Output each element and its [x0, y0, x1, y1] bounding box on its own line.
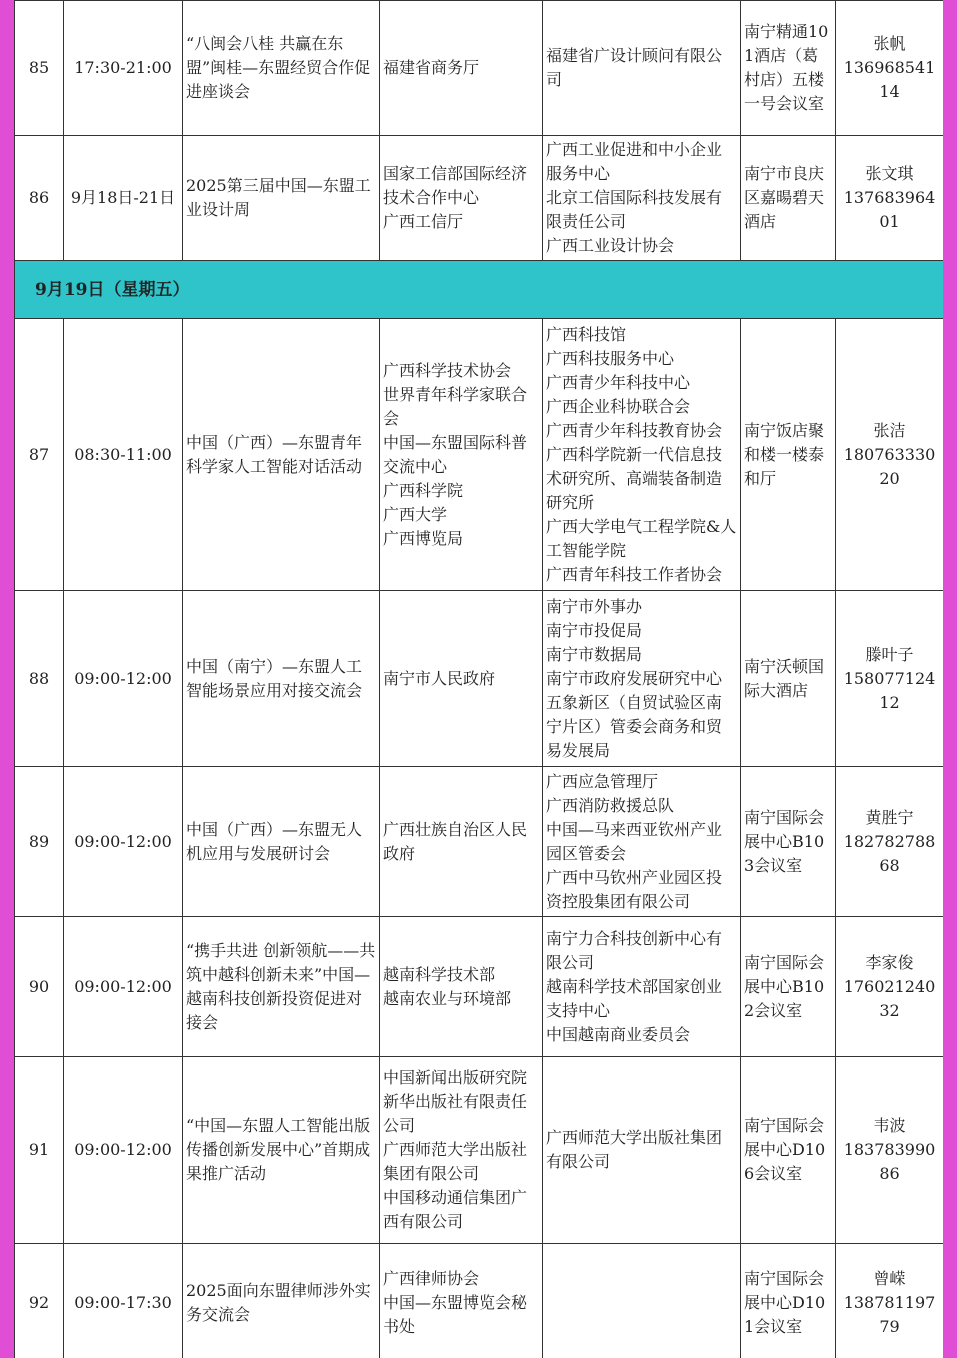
organizers-cell	[380, 136, 543, 261]
rows-before-day-header	[15, 1, 944, 261]
organizer: 广西博览局	[383, 528, 464, 548]
co-organizer: 南宁力合科技创新中心有限公司	[546, 928, 723, 972]
event-number: 88	[15, 591, 64, 767]
event-venue: 南宁饭店聚和楼一楼泰和厅	[741, 319, 836, 591]
co-organizer: 广西工业设计协会	[546, 236, 675, 255]
organizer: 广西大学	[383, 504, 448, 524]
co-organizers-cell	[543, 136, 741, 261]
organizers-cell	[380, 1244, 543, 1358]
event-time: 09:00-17:30	[64, 1244, 183, 1358]
event-name: “携手共进 创新领航——共筑中越科创新未来”中国—越南科技创新投资促进对接会	[183, 917, 380, 1057]
table-row	[15, 1057, 944, 1244]
co-organizer: 广西青少年科技教育协会	[546, 420, 723, 440]
event-number: 85	[15, 1, 64, 136]
organizer: 越南科学技术部	[383, 964, 496, 984]
event-venue: 南宁精通101酒店（葛村店）五楼一号会议室	[741, 1, 836, 136]
contact-cell	[836, 1, 944, 136]
co-organizer: 中国越南商业委员会	[546, 1024, 691, 1044]
organizer: 中国移动通信集团广西有限公司	[383, 1188, 528, 1231]
co-organizer: 广西科技服务中心	[546, 348, 675, 368]
organizers-cell	[380, 591, 543, 767]
co-organizer: 南宁市外事办	[546, 596, 643, 616]
contact-phone: 13768396401	[843, 188, 936, 231]
co-organizer: 广西消防救援总队	[546, 795, 675, 815]
event-venue: 南宁沃顿国际大酒店	[741, 591, 836, 767]
event-name: 2025第三届中国—东盟工业设计周	[183, 136, 380, 261]
contact-name: 张帆	[873, 34, 906, 53]
organizer: 广西工信厅	[383, 212, 464, 231]
co-organizer: 五象新区（自贸试验区南宁片区）管委会商务和贸易发展局	[546, 692, 723, 760]
contact-name: 张文琪	[865, 164, 914, 183]
day-header-row	[15, 261, 944, 319]
day-header: 9月19日（星期五）	[15, 261, 944, 319]
event-venue: 南宁国际会展中心B102会议室	[741, 917, 836, 1057]
co-organizer: 广西师范大学出版社集团有限公司	[546, 1128, 723, 1171]
co-organizers-cell	[543, 319, 741, 591]
event-time: 9月18日-21日	[64, 136, 183, 261]
organizers-cell	[380, 917, 543, 1057]
organizers-cell	[380, 1, 543, 136]
table-row	[15, 1244, 944, 1358]
co-organizer: 广西科技馆	[546, 324, 627, 344]
table-row	[15, 1, 944, 136]
event-venue: 南宁国际会展中心B103会议室	[741, 767, 836, 917]
event-name: 中国（广西）—东盟青年科学家人工智能对话活动	[183, 319, 380, 591]
event-time: 08:30-11:00	[64, 319, 183, 591]
table-row	[15, 767, 944, 917]
table-row	[15, 917, 944, 1057]
contact-name: 曾嵘	[873, 1268, 906, 1288]
co-organizers-cell	[543, 591, 741, 767]
contact-phone: 15807712412	[843, 668, 936, 712]
contact-cell	[836, 1057, 944, 1244]
co-organizer: 广西工业促进和中小企业服务中心	[546, 140, 723, 183]
organizer: 新华出版社有限责任公司	[383, 1092, 528, 1135]
organizer: 福建省商务厅	[383, 58, 480, 77]
contact-cell	[836, 1244, 944, 1358]
co-organizer: 广西科学院新一代信息技术研究所、高端装备制造研究所	[546, 444, 723, 512]
co-organizer: 广西青年科技工作者协会	[546, 564, 723, 584]
organizer: 世界青年科学家联合会	[383, 384, 528, 428]
event-time: 09:00-12:00	[64, 1057, 183, 1244]
event-time: 17:30-21:00	[64, 1, 183, 136]
event-time: 09:00-12:00	[64, 767, 183, 917]
co-organizer: 南宁市政府发展研究中心	[546, 668, 723, 688]
event-time: 09:00-12:00	[64, 591, 183, 767]
contact-name: 滕叶子	[865, 644, 914, 664]
co-organizers-cell	[543, 1057, 741, 1244]
organizers-cell	[380, 319, 543, 591]
contact-name: 韦波	[873, 1116, 906, 1135]
contact-cell	[836, 767, 944, 917]
contact-phone: 13696854114	[843, 58, 936, 101]
co-organizer: 南宁市数据局	[546, 644, 643, 664]
organizer: 南宁市人民政府	[383, 668, 496, 688]
co-organizer: 中国—马来西亚钦州产业园区管委会	[546, 819, 723, 863]
event-venue: 南宁市良庆区嘉暘碧天酒店	[741, 136, 836, 261]
organizer: 越南农业与环境部	[383, 988, 512, 1008]
event-name: 中国（广西）—东盟无人机应用与发展研讨会	[183, 767, 380, 917]
co-organizers-cell	[543, 917, 741, 1057]
event-number: 89	[15, 767, 64, 917]
organizer: 中国新闻出版研究院	[383, 1068, 528, 1087]
contact-phone: 13878119779	[843, 1292, 936, 1336]
co-organizers-cell	[543, 767, 741, 917]
event-number: 90	[15, 917, 64, 1057]
organizer: 广西师范大学出版社集团有限公司	[383, 1140, 528, 1183]
organizer: 广西壮族自治区人民政府	[383, 819, 528, 863]
contact-name: 张洁	[873, 420, 906, 440]
organizer: 中国—东盟博览会秘书处	[383, 1292, 528, 1336]
event-schedule-table	[14, 0, 943, 1358]
organizer: 广西律师协会	[383, 1268, 480, 1288]
contact-phone: 18076333020	[843, 444, 936, 488]
event-venue: 南宁国际会展中心D106会议室	[741, 1057, 836, 1244]
contact-phone: 18378399086	[843, 1140, 936, 1183]
co-organizer: 广西青少年科技中心	[546, 372, 691, 392]
event-venue: 南宁国际会展中心D101会议室	[741, 1244, 836, 1358]
contact-cell	[836, 136, 944, 261]
co-organizer: 广西大学电气工程学院&人工智能学院	[546, 516, 737, 560]
organizers-cell	[380, 767, 543, 917]
event-time: 09:00-12:00	[64, 917, 183, 1057]
rows-after-day-header	[15, 319, 944, 1358]
co-organizer: 南宁市投促局	[546, 620, 643, 640]
event-number: 91	[15, 1057, 64, 1244]
contact-name: 黄胜宁	[865, 807, 914, 827]
co-organizer: 广西应急管理厅	[546, 771, 659, 791]
table-row	[15, 591, 944, 767]
contact-cell	[836, 591, 944, 767]
co-organizer: 福建省广设计顾问有限公司	[546, 46, 723, 89]
organizer: 中国—东盟国际科普交流中心	[383, 432, 528, 476]
table-row	[15, 319, 944, 591]
event-name: 2025面向东盟律师涉外实务交流会	[183, 1244, 380, 1358]
event-name: “八闽会八桂 共赢在东盟”闽桂—东盟经贸合作促进座谈会	[183, 1, 380, 136]
organizers-cell	[380, 1057, 543, 1244]
co-organizer: 越南科学技术部国家创业支持中心	[546, 976, 723, 1020]
schedule-sheet	[14, 0, 943, 1358]
event-name: 中国（南宁）—东盟人工智能场景应用对接交流会	[183, 591, 380, 767]
day-header-section	[15, 261, 944, 319]
organizer: 广西科学院	[383, 480, 464, 500]
organizer: 广西科学技术协会	[383, 360, 512, 380]
contact-phone: 17602124032	[843, 976, 936, 1020]
contact-cell	[836, 319, 944, 591]
event-number: 87	[15, 319, 64, 591]
organizer: 国家工信部国际经济技术合作中心	[383, 164, 528, 207]
table-row	[15, 136, 944, 261]
co-organizers-cell	[543, 1, 741, 136]
event-name: “中国—东盟人工智能出版传播创新发展中心”首期成果推广活动	[183, 1057, 380, 1244]
event-number: 92	[15, 1244, 64, 1358]
co-organizers-cell	[543, 1244, 741, 1358]
co-organizer: 北京工信国际科技发展有限责任公司	[546, 188, 723, 231]
contact-cell	[836, 917, 944, 1057]
contact-name: 李家俊	[865, 952, 914, 972]
contact-phone: 18278278868	[843, 831, 936, 875]
event-number: 86	[15, 136, 64, 261]
co-organizer: 广西中马钦州产业园区投资控股集团有限公司	[546, 867, 723, 911]
co-organizer: 广西企业科协联合会	[546, 396, 691, 416]
